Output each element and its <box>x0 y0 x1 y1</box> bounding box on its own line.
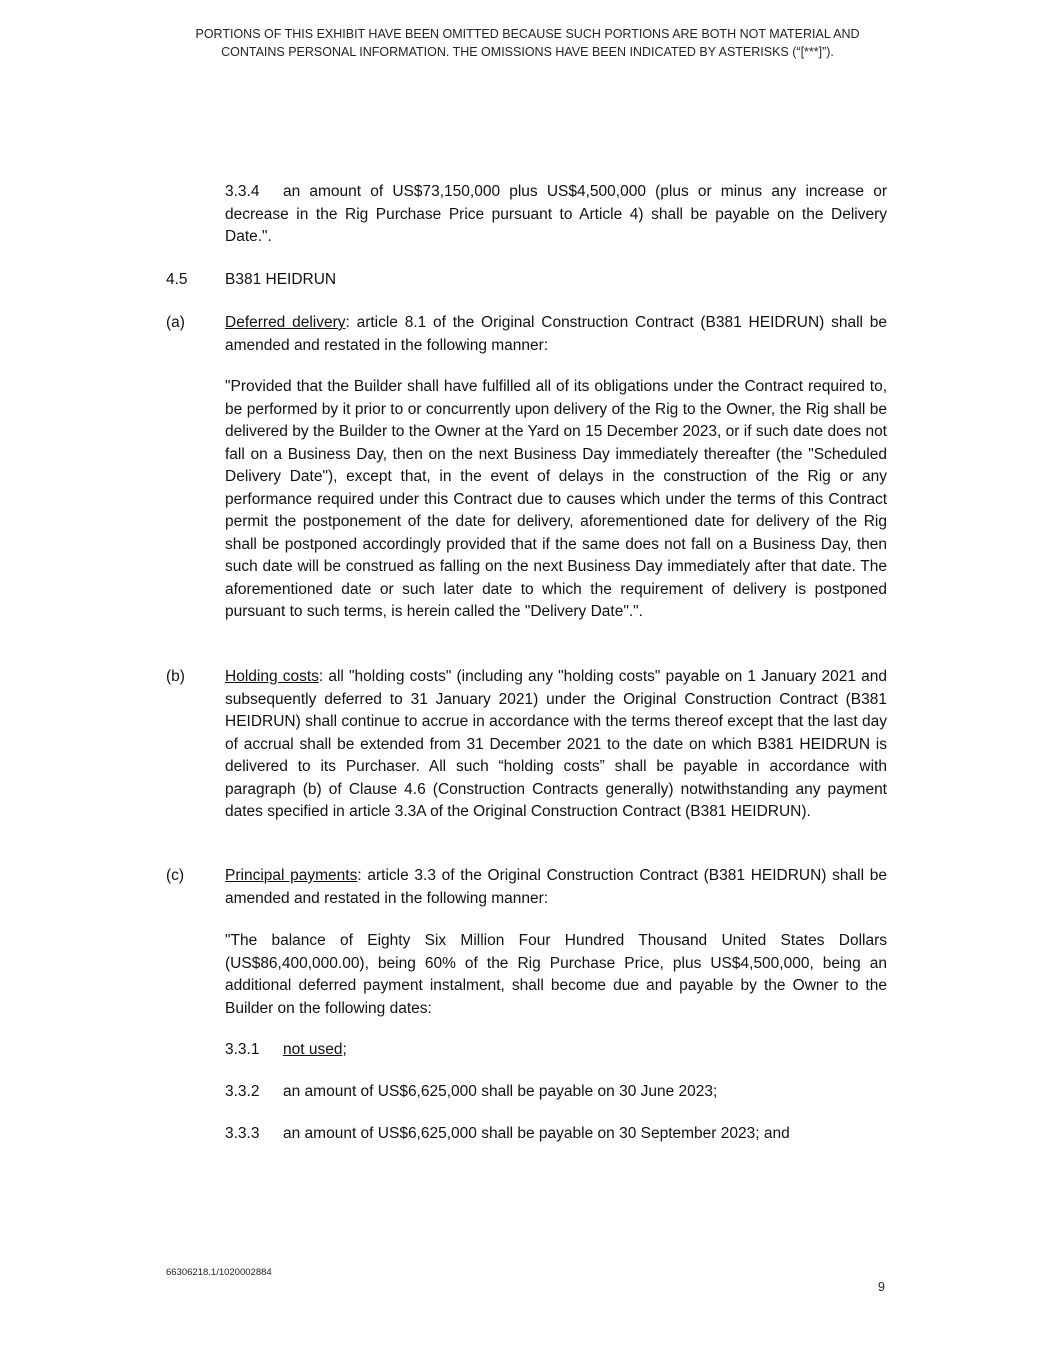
clause-number: 3.3.4 <box>225 183 260 200</box>
para-c-label: (c) <box>166 867 185 884</box>
section-title: B381 HEIDRUN <box>225 271 337 288</box>
item-text: an amount of US$6,625,000 shall be payable on 30 June 2023; <box>283 1083 718 1100</box>
item-number: 3.3.1 <box>225 1041 260 1058</box>
item-text: not used <box>283 1041 343 1058</box>
header-line-1: PORTIONS OF THIS EXHIBIT HAVE BEEN OMITTED BECAUSE SUCH PORTIONS ARE BOTH NOT MATERIAL AND <box>195 27 860 41</box>
item-text: an amount of US$6,625,000 shall be payable on 30 September 2023; and <box>283 1125 790 1142</box>
section-heading <box>166 269 887 292</box>
para-c-text: : article 3.3 of the Original Construction Contract (B381 HEIDRUN) shall be amended and restated in the following manner: <box>225 867 887 907</box>
item-suffix: ; <box>342 1041 347 1058</box>
para-c-quote: "The balance of Eighty Six Million Four Hundred Thousand United States Dollars (US$86,400,000.00), being 60% of the Rig Purchase Price, plus US$4,500,000, being an additional deferred payment instalment, shall become due and payable by the Owner to the Builder on the following dates: <box>225 932 887 1017</box>
para-a <box>225 312 887 357</box>
section-number: 4.5 <box>166 271 188 288</box>
item-number: 3.3.2 <box>225 1083 260 1100</box>
clause-text: an amount of US$73,150,000 plus US$4,500,000 (plus or minus any increase or decrease in the Rig Purchase Price pursuant to Article 4) shall be payable on the Delivery Date.". <box>225 183 887 245</box>
document-reference: 66306218.1/1020002884 <box>166 1267 272 1278</box>
list-item <box>225 1123 887 1146</box>
para-a-text: : article 8.1 of the Original Construction Contract (B381 HEIDRUN) shall be amended and restated in the following manner: <box>225 314 887 354</box>
list-item <box>225 1081 887 1104</box>
page-number: 9 <box>878 1280 885 1294</box>
para-b-text: : all "holding costs" (including any "holding costs" payable on 1 January 2021 and subsequently deferred to 31 January 2021) under the Original Construction Contract (B381 HEIDRUN) shall continue to accrue in accordance with the terms thereof except that the last day of accrual shall be extended from 31 December 2021 to the date on which B381 HEIDRUN is delivered to its Purchaser. All such “holding costs” shall be payable in accordance with paragraph (b) of Clause 4.6 (Construction Contracts generally) notwithstanding any payment dates specified in article 3.3A of the Original Construction Contract (B381 HEIDRUN). <box>225 668 887 820</box>
item-number: 3.3.3 <box>225 1125 260 1142</box>
para-a-quote: "Provided that the Builder shall have fulfilled all of its obligations under the Contract required to, be performed by it prior to or concurrently upon delivery of the Rig to the Owner, the Rig shall be delivered by the Builder to the Owner at the Yard on 15 December 2023, or if such date does not fall on a Business Day, then on the next Business Day immediately thereafter (the "Scheduled Delivery Date"), except that, in the event of delays in the construction of the Rig or any performance required under this Contract due to causes which under the terms of this Contract permit the postponement of the date for delivery, aforementioned date for delivery of the Rig shall be postponed accordingly provided that if the same does not fall on a Business Day, then such date will be construed as falling on the next Business Day immediately after that date. The aforementioned date or such later date to which the requirement of delivery is postponed pursuant to such terms, is herein called the "Delivery Date".". <box>225 378 887 620</box>
page-header-notice <box>100 25 955 61</box>
para-b-label: (b) <box>166 668 185 685</box>
list-item <box>225 1039 887 1062</box>
header-line-2: CONTAINS PERSONAL INFORMATION. THE OMISSIONS HAVE BEEN INDICATED BY ASTERISKS (“[***]”). <box>221 45 834 59</box>
para-b-heading: Holding costs <box>225 668 319 685</box>
clause-3-3-4 <box>225 181 887 249</box>
para-c <box>225 865 887 910</box>
para-b <box>225 666 887 824</box>
para-a-label: (a) <box>166 314 185 331</box>
para-c-heading: Principal payments <box>225 867 358 884</box>
para-a-heading: Deferred delivery <box>225 314 346 331</box>
